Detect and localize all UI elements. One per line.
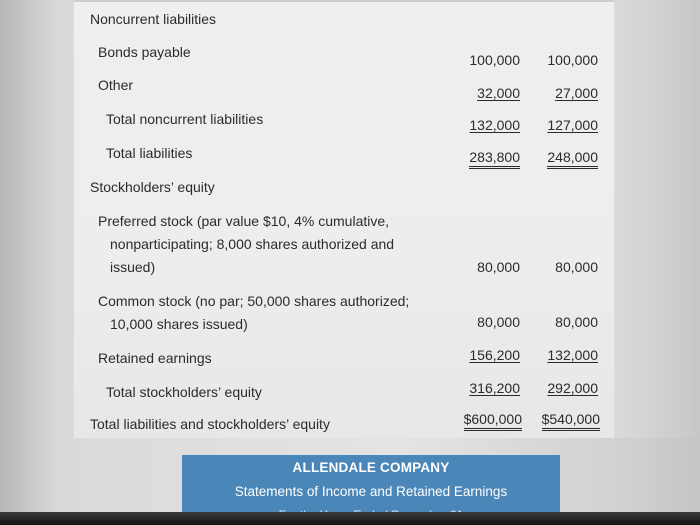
preferred-line1: Preferred stock (par value $10, 4% cumulative,: [98, 213, 390, 229]
statement-title: Statements of Income and Retained Earnings: [234, 484, 508, 499]
preferred-y2: 80,000: [555, 259, 598, 275]
total-liabilities-label: Total liabilities: [106, 145, 193, 161]
retained-label: Retained earnings: [98, 350, 212, 366]
top-border: [74, 0, 614, 2]
retained-y1: 156,200: [469, 347, 520, 363]
other-y1: 32,000: [477, 85, 520, 101]
preferred-line3: issued): [110, 259, 156, 275]
noncurrent-heading: Noncurrent liabilities: [90, 11, 217, 27]
total-le-y2: $540,000: [526, 410, 600, 428]
common-line2: 10,000 shares issued): [110, 316, 248, 332]
bonds-label: Bonds payable: [98, 44, 191, 60]
common-line1: Common stock (no par; 50,000 shares authorized;: [98, 293, 410, 309]
total-le-label: Total liabilities and stockholders’ equity: [90, 416, 330, 432]
retained-y2: 132,000: [547, 347, 598, 363]
balance-sheet-page: [74, 0, 614, 438]
page-edge: [614, 0, 700, 438]
total-noncurrent-y2: 127,000: [547, 117, 598, 133]
total-equity-y2: 292,000: [547, 380, 598, 396]
total-liabilities-y2: 248,000: [528, 148, 598, 166]
total-equity-label: Total stockholders’ equity: [106, 384, 262, 400]
equity-heading: Stockholders’ equity: [90, 179, 215, 195]
total-liabilities-y1: 283,800: [450, 148, 520, 166]
other-y2: 27,000: [555, 85, 598, 101]
total-noncurrent-label: Total noncurrent liabilities: [106, 111, 264, 127]
bonds-y1: 100,000: [469, 52, 520, 68]
total-noncurrent-y1: 132,000: [469, 117, 520, 133]
company-name: ALLENDALE COMPANY: [292, 460, 450, 475]
preferred-line2: nonparticipating; 8,000 shares authorized and: [110, 236, 395, 252]
device-bezel: [0, 512, 700, 525]
common-y2: 80,000: [555, 314, 598, 330]
total-le-y1: $600,000: [448, 410, 522, 428]
bonds-y2: 100,000: [547, 52, 598, 68]
total-equity-y1: 316,200: [469, 380, 520, 396]
common-y1: 80,000: [477, 314, 520, 330]
other-label: Other: [98, 77, 134, 93]
preferred-y1: 80,000: [477, 259, 520, 275]
